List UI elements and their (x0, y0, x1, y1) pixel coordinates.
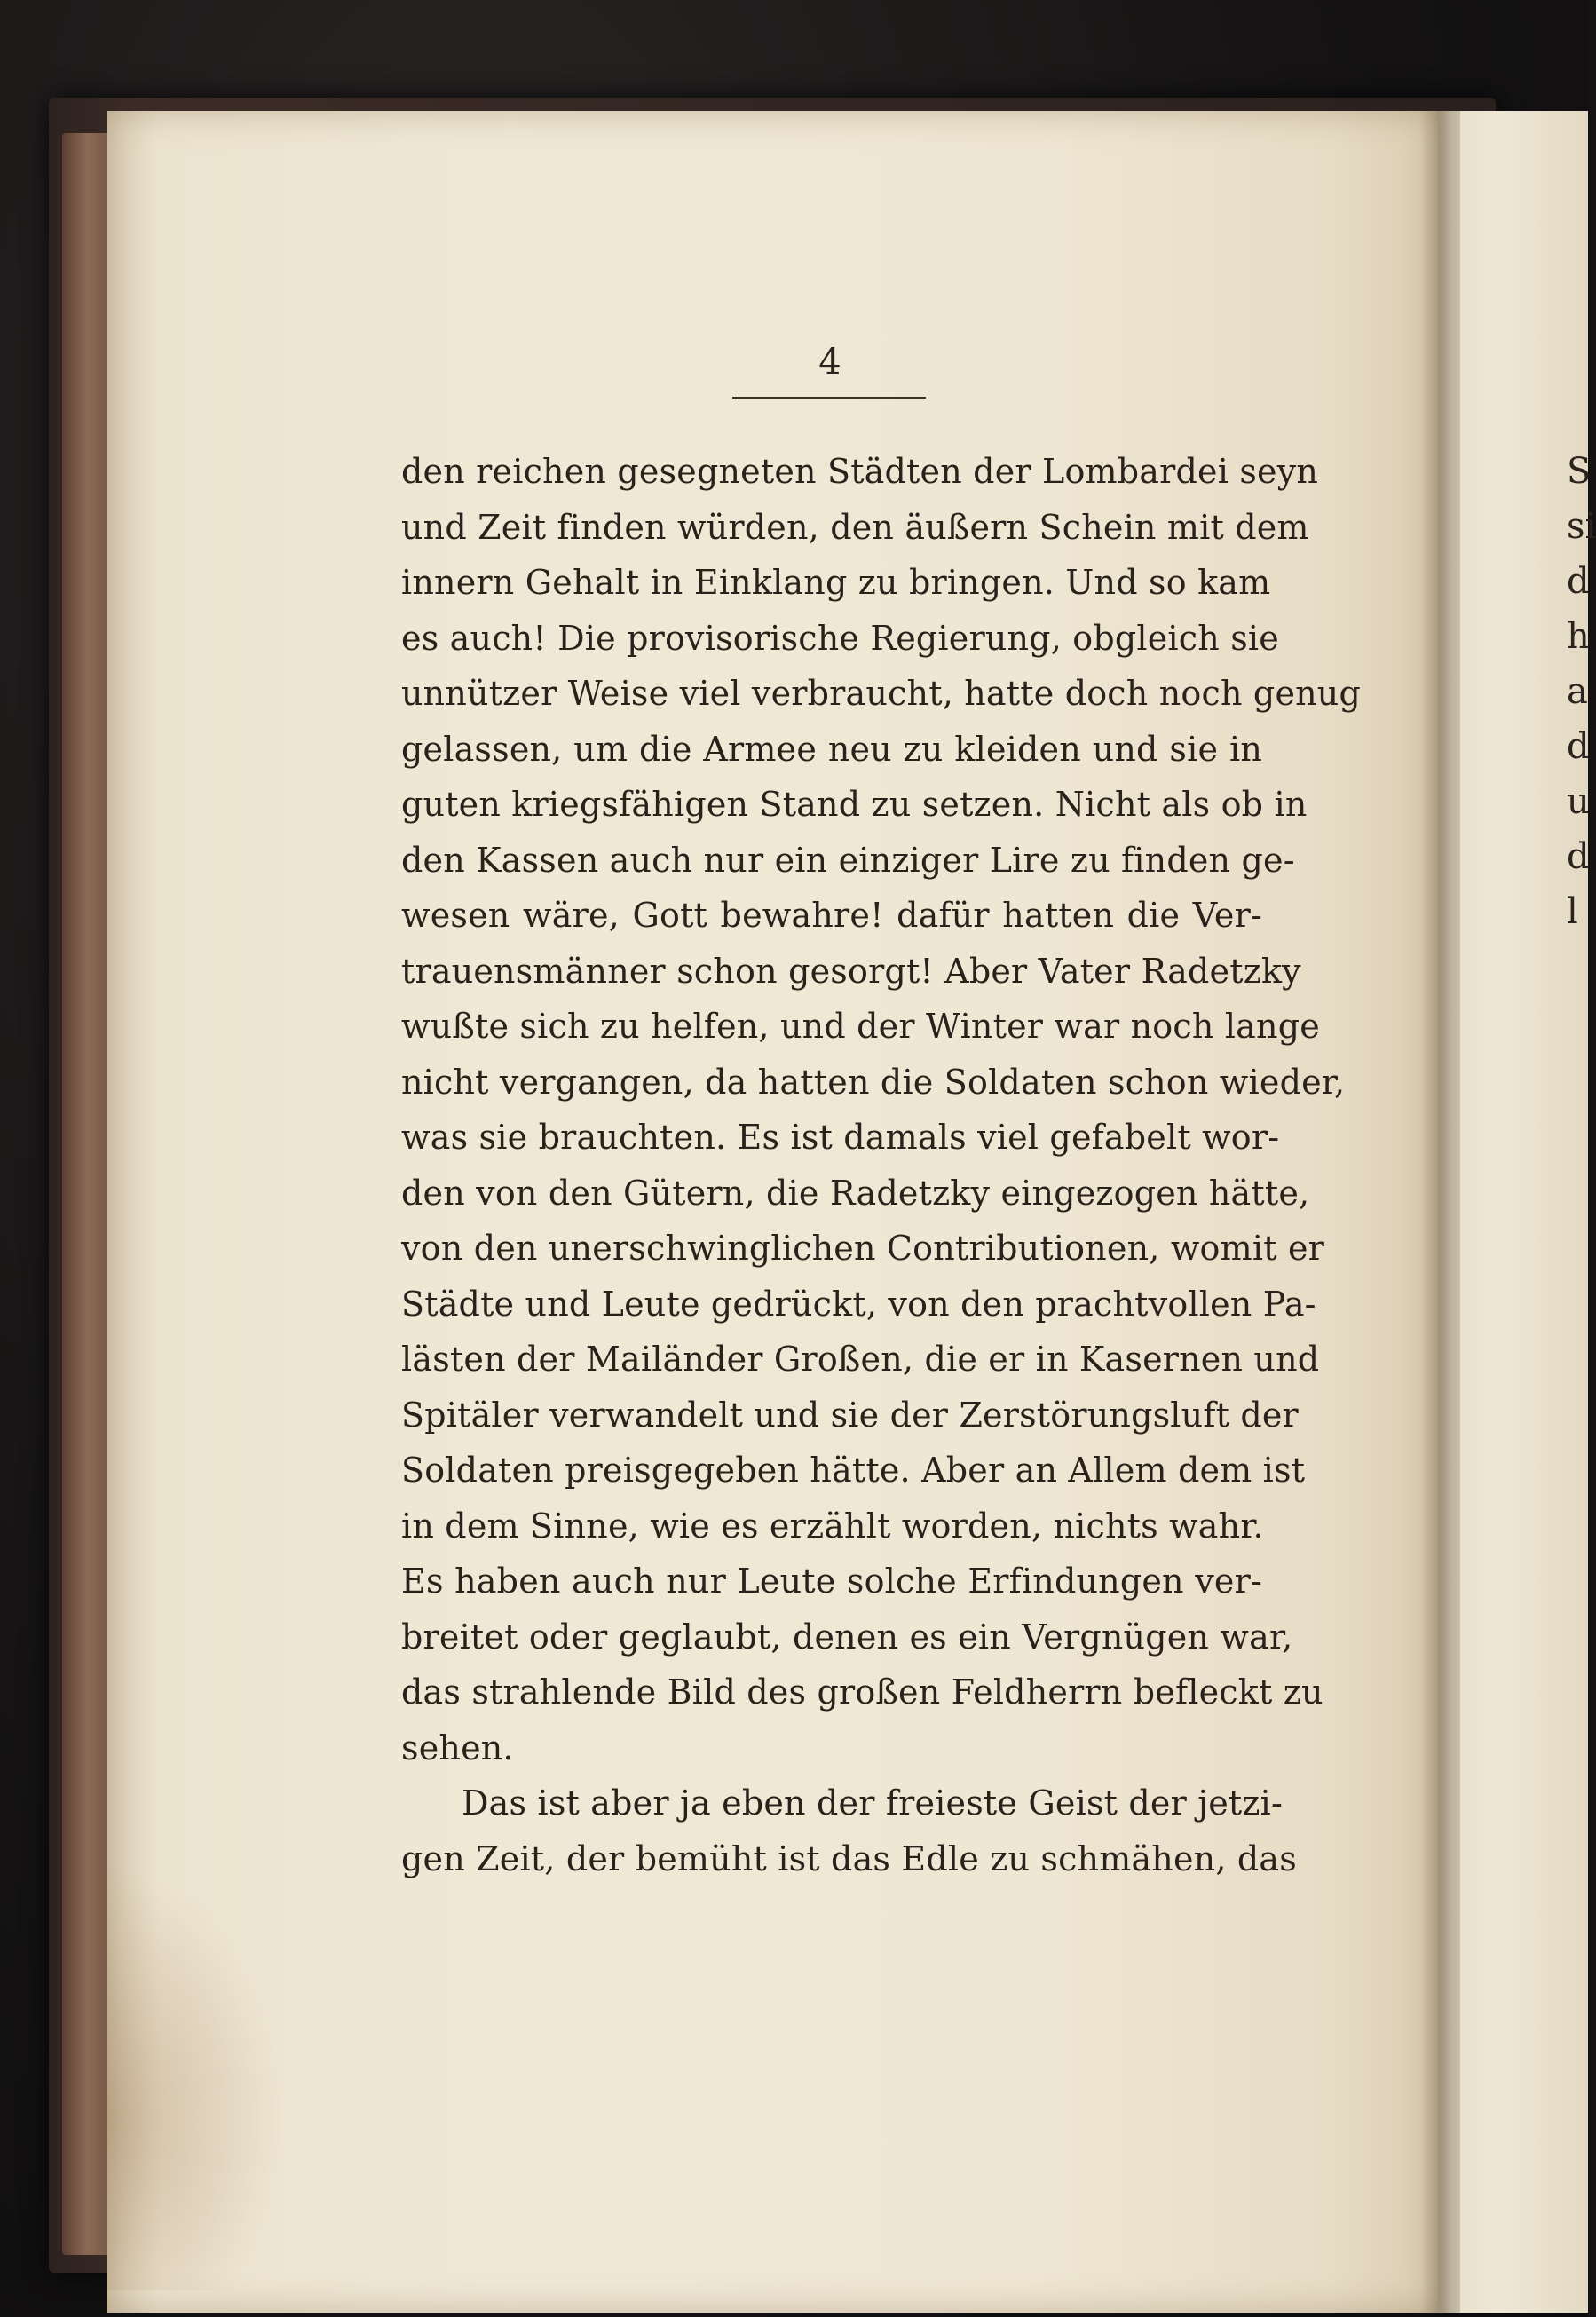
facing-letter: u (1567, 781, 1590, 822)
text-line: den Kassen auch nur ein einziger Lire zu finden ge- (401, 840, 1295, 880)
text-line: trauensmänner schon gesorgt! Aber Vater Radetzky (401, 951, 1301, 991)
facing-letter: d (1567, 726, 1590, 767)
facing-letter: l (1567, 891, 1578, 932)
text-line: Es haben auch nur Leute solche Erfindungen ver- (401, 1562, 1262, 1601)
facing-letter: d (1567, 836, 1590, 877)
text-line: wesen wäre, Gott bewahre! dafür hatten die Ver- (401, 896, 1262, 935)
text-line: das strahlende Bild des großen Feldherrn befleckt zu (401, 1673, 1323, 1712)
text-line: lästen der Mailänder Großen, die er in Kasernen und (401, 1340, 1320, 1379)
text-line: Spitäler verwandelt und sie der Zerstörungsluft der (401, 1395, 1299, 1435)
text-line: was sie brauchten. Es ist damals viel gefabelt wor- (401, 1118, 1280, 1157)
facing-letter: si (1567, 506, 1596, 547)
page-stain (107, 1864, 284, 2290)
facing-letter: a (1567, 671, 1588, 712)
facing-page-text (1567, 444, 1596, 939)
facing-letter: S (1567, 451, 1592, 492)
book-gutter (1420, 111, 1460, 2313)
text-line: unnützer Weise viel verbraucht, hatte doch noch genug (401, 674, 1362, 713)
text-line: wußte sich zu helfen, und der Winter war noch lange (401, 1007, 1320, 1046)
facing-page (1438, 111, 1596, 2313)
page-number: 4 (818, 342, 841, 383)
text-line: in dem Sinne, wie es erzählt worden, nichts wahr. (401, 1506, 1264, 1546)
text-line: von den unerschwinglichen Contributionen, womit er (401, 1229, 1325, 1268)
text-line: Das ist aber ja eben der freieste Geist der jetzi- (462, 1783, 1284, 1823)
text-line: Soldaten preisgegeben hätte. Aber an Allem dem ist (401, 1451, 1306, 1490)
text-line: den von den Gütern, die Radetzky eingezogen hätte, (401, 1173, 1310, 1213)
text-line: breitet oder geglaubt, denen es ein Vergnügen war, (401, 1617, 1293, 1657)
text-line: innern Gehalt in Einklang zu bringen. Und so kam (401, 563, 1271, 602)
text-line: nicht vergangen, da hatten die Soldaten schon wieder, (401, 1062, 1346, 1102)
text-line: sehen. (401, 1728, 514, 1767)
text-line: gelassen, um die Armee neu zu kleiden und sie in (401, 729, 1262, 769)
header-rule (732, 397, 926, 399)
text-line: den reichen gesegneten Städten der Lombardei seyn (401, 452, 1319, 491)
text-line: es auch! Die provisorische Regierung, obgleich sie (401, 618, 1279, 658)
text-line: guten kriegsfähigen Stand zu setzen. Nicht als ob in (401, 785, 1308, 824)
text-line: und Zeit finden würden, den äußern Schein mit dem (401, 507, 1309, 547)
facing-letter: h (1567, 616, 1590, 657)
facing-letter: d (1567, 561, 1590, 602)
text-line: gen Zeit, der bemüht ist das Edle zu schmähen, das (401, 1839, 1297, 1878)
text-line: Städte und Leute gedrückt, von den prachtvollen Pa- (401, 1284, 1316, 1324)
body-text (401, 444, 1362, 1886)
